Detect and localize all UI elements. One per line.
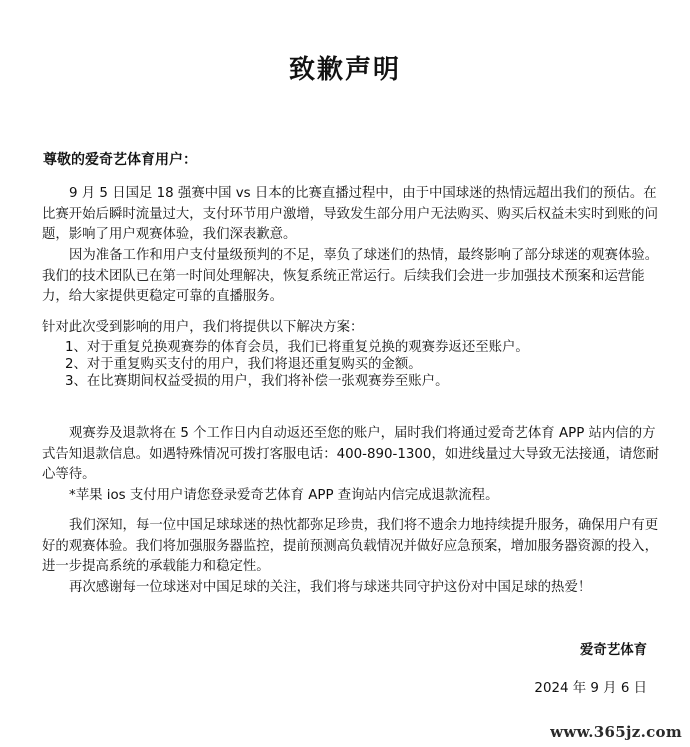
solutions-intro: 针对此次受到影响的用户，我们将提供以下解决方案：	[42, 320, 364, 335]
ios-note: *苹果 ios 支付用户请您登录爱奇艺体育 APP 查询站内信完成退款流程。	[69, 488, 499, 503]
statement-title: 致歉声明	[288, 55, 401, 85]
watermark: www.365jz.com	[550, 723, 682, 741]
greeting: 尊敬的爱奇艺体育用户：	[43, 152, 197, 168]
solution-item: 2、对于重复购买支付的用户，我们将退还重复购买的金额。	[65, 357, 422, 372]
solution-item: 3、在比赛期间权益受损的用户，我们将补偿一张观赛券至账户。	[65, 374, 449, 389]
paragraph-incident: 9 月 5 日国足 18 强赛中国 vs 日本的比赛直播过程中，由于中国球迷的热情远超出我们的预估。在比赛开始后瞬时流量过大，支付环节用户激增，导致发生部分用户无法购买、购买后权益未实时到账的问题，影响了用户观赛体验，我们深表歉意。	[42, 186, 658, 242]
paragraph-apology: 因为准备工作和用户支付量级预判的不足，辜负了球迷们的热情，最终影响了部分球迷的观赛体验。我们的技术团队已在第一时间处理解决，恢复系统正常运行。后续我们会进一步加强技术预案和运营能力，给大家提供更稳定可靠的直播服务。	[42, 248, 659, 304]
solutions-list	[65, 339, 529, 390]
statement-date: 2024 年 9 月 6 日	[534, 681, 647, 696]
paragraph-thanks: 再次感谢每一位球迷对中国足球的关注，我们将与球迷共同守护这份对中国足球的热爱！	[69, 580, 592, 595]
paragraph-refund: 观赛券及退款将在 5 个工作日内自动返还至您的账户，届时我们将通过爱奇艺体育 APP 站内信的方式告知退款信息。如遇特殊情况可拨打客服电话：400-890-1300，如进线量过大导致无法接通，请您耐心等待。	[42, 426, 660, 482]
paragraph-commitment: 我们深知，每一位中国足球球迷的热忱都弥足珍贵，我们将不遗余力地持续提升服务，确保用户有更好的观赛体验。我们将加强服务器监控，提前预测高负载情况并做好应急预案，增加服务器资源的投入，进一步提高系统的承载能力和稳定性。	[42, 518, 659, 574]
solution-item: 1、对于重复兑换观赛券的体育会员，我们已将重复兑换的观赛券返还至账户。	[65, 340, 529, 355]
signature: 爱奇艺体育	[580, 643, 647, 658]
